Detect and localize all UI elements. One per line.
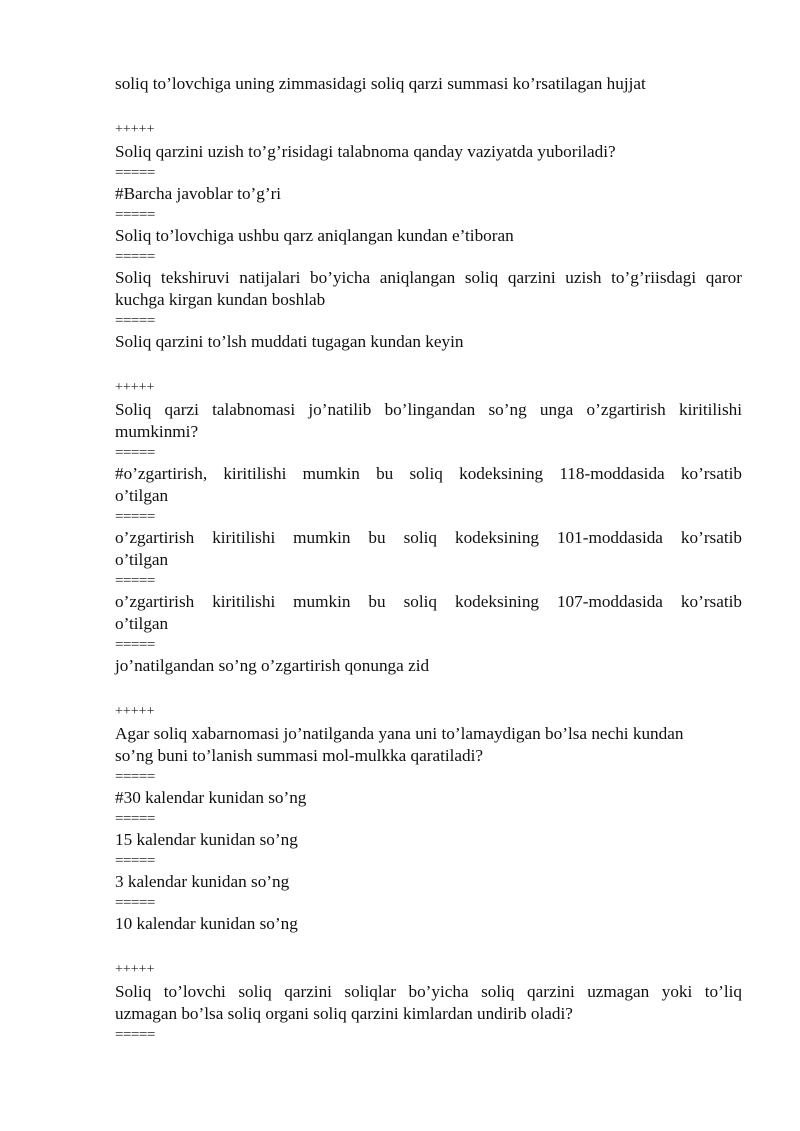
answer-separator: ===== <box>115 811 155 827</box>
question-marker: +++++ <box>115 122 155 137</box>
text-line: Soliq qarzini uzish to’g’risidagi talabnoma qanday vaziyatda yuboriladi? <box>115 142 616 161</box>
text-line: Soliq to’lovchiga ushbu qarz aniqlangan kundan e’tiboran <box>115 226 514 245</box>
text-line: Soliq tekshiruvi natijalari bo’yicha aniqlangan soliq qarzini uzish to’g’riisdagi qaror <box>115 268 742 287</box>
answer-separator: ===== <box>115 249 155 265</box>
answer-separator: ===== <box>115 165 155 181</box>
answer-separator: ===== <box>115 573 155 589</box>
answer-separator: ===== <box>115 769 155 785</box>
text-line: o’tilgan <box>115 486 169 505</box>
text-line: #o’zgartirish, kiritilishi mumkin bu soliq kodeksining 118-moddasida ko’rsatib <box>115 464 742 483</box>
answer-separator: ===== <box>115 313 155 329</box>
text-line: o’zgartirish kiritilishi mumkin bu soliq kodeksining 101-moddasida ko’rsatib <box>115 528 742 547</box>
answer-separator: ===== <box>115 637 155 653</box>
text-line: #30 kalendar kunidan so’ng <box>115 788 307 807</box>
question-marker: +++++ <box>115 380 155 395</box>
text-line: o’tilgan <box>115 550 169 569</box>
text-line: 10 kalendar kunidan so’ng <box>115 914 298 933</box>
answer-separator: ===== <box>115 853 155 869</box>
question-marker: +++++ <box>115 704 155 719</box>
text-line: uzmagan bo’lsa soliq organi soliq qarzini kimlardan undirib oladi? <box>115 1004 573 1023</box>
answer-separator: ===== <box>115 445 155 461</box>
answer-separator: ===== <box>115 509 155 525</box>
text-line: o’zgartirish kiritilishi mumkin bu soliq kodeksining 107-moddasida ko’rsatib <box>115 592 742 611</box>
text-line: Agar soliq xabarnomasi jo’natilganda yana uni to’lamaydigan bo’lsa nechi kundan <box>115 724 684 743</box>
answer-separator: ===== <box>115 1027 155 1043</box>
text-line: 15 kalendar kunidan so’ng <box>115 830 298 849</box>
answer-separator: ===== <box>115 895 155 911</box>
answer-separator: ===== <box>115 207 155 223</box>
text-line: mumkinmi? <box>115 422 199 441</box>
text-line: o’tilgan <box>115 614 169 633</box>
text-line: jo’natilgandan so’ng o’zgartirish qonunga zid <box>115 656 430 675</box>
text-line: Soliq to’lovchi soliq qarzini soliqlar bo’yicha soliq qarzini uzmagan yoki to’liq <box>115 982 742 1001</box>
text-line: 3 kalendar kunidan so’ng <box>115 872 290 891</box>
text-line: Soliq qarzi talabnomasi jo’natilib bo’lingandan so’ng unga o’zgartirish kiritilishi <box>115 400 742 419</box>
question-marker: +++++ <box>115 962 155 977</box>
text-line: kuchga kirgan kundan boshlab <box>115 290 326 309</box>
text-line: soliq to’lovchiga uning zimmasidagi soliq qarzi summasi ko’rsatilagan hujjat <box>115 74 646 93</box>
text-line: so’ng buni to’lanish summasi mol-mulkka qaratiladi? <box>115 746 484 765</box>
text-line: Soliq qarzini to’lsh muddati tugagan kundan keyin <box>115 332 464 351</box>
text-line: #Barcha javoblar to’g’ri <box>115 184 282 203</box>
